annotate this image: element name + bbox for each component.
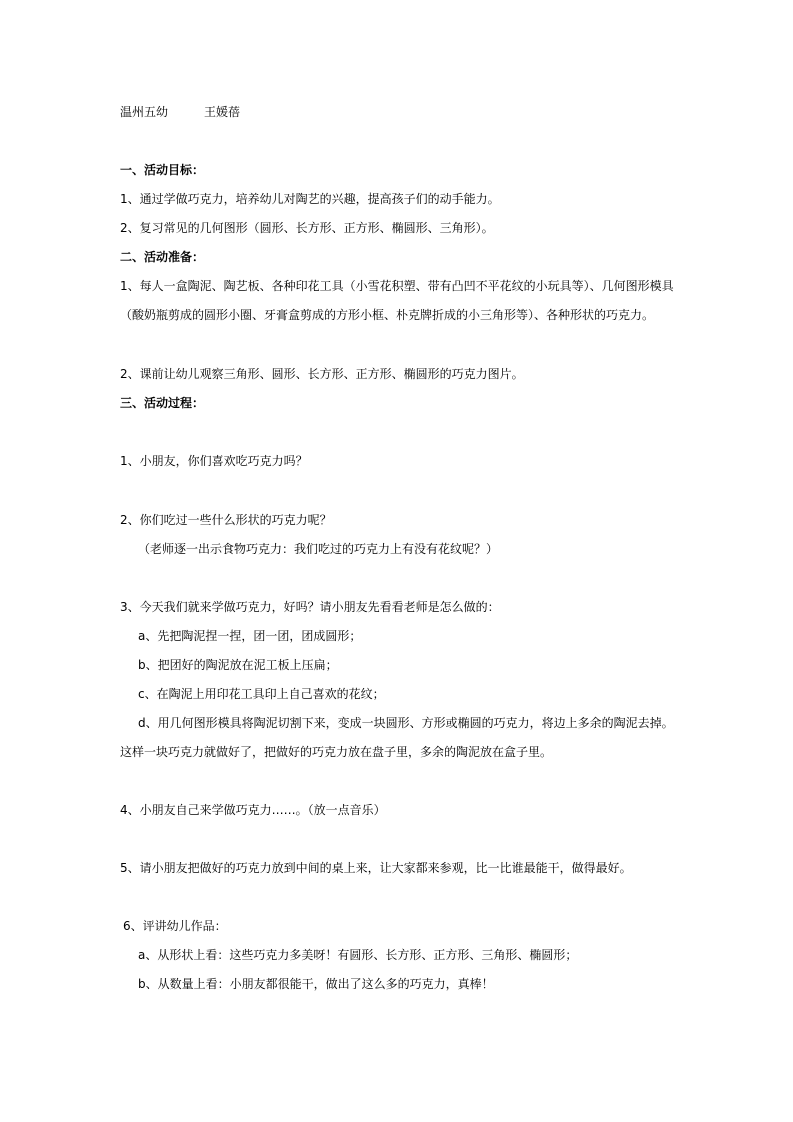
prep-item-2: 2、课前让幼儿观察三角形、圆形、长方形、正方形、椭圆形的巧克力图片。	[120, 367, 524, 381]
process-step-6b: b、从数量上看：小朋友都很能干，做出了这么多的巧克力，真棒！	[138, 977, 494, 991]
school-name: 温州五幼	[120, 105, 169, 119]
goal-item-2: 2、复习常见的几何图形（圆形、长方形、正方形、椭圆形、三角形）。	[120, 221, 494, 235]
process-heading: 三、活动过程：	[120, 396, 205, 410]
process-step-2-note: （老师逐一出示食物巧克力：我们吃过的巧克力上有没有花纹呢？）	[138, 542, 499, 556]
process-step-2: 2、你们吃过一些什么形状的巧克力呢？	[120, 513, 332, 527]
process-step-3d: d、用几何图形模具将陶泥切割下来，变成一块圆形、方形或椭圆的巧克力，将边上多余的陶泥去掉。	[138, 716, 674, 730]
author-name: 王媛蓓	[204, 105, 241, 119]
header-line	[120, 104, 240, 120]
process-step-6: 6、评讲幼儿作品：	[123, 919, 227, 933]
process-step-3-conclusion: 这样一块巧克力就做好了，把做好的巧克力放在盘子里，多余的陶泥放在盒子里。	[120, 745, 553, 759]
goal-item-1: 1、通过学做巧克力，培养幼儿对陶艺的兴趣，提高孩子们的动手能力。	[120, 192, 500, 206]
process-step-1: 1、小朋友，你们喜欢吃巧克力吗？	[120, 454, 308, 468]
process-step-3c: c、在陶泥上用印花工具印上自己喜欢的花纹；	[138, 687, 385, 701]
process-step-3b: b、把团好的陶泥放在泥工板上压扁；	[138, 658, 338, 672]
process-step-4: 4、小朋友自己来学做巧克力……。（放一点音乐）	[120, 803, 386, 817]
process-step-3: 3、今天我们就来学做巧克力，好吗？请小朋友先看看老师是怎么做的：	[120, 600, 500, 614]
prep-heading: 二、活动准备：	[120, 250, 205, 264]
goals-heading: 一、活动目标：	[120, 163, 205, 177]
prep-item-1-line-1: 1、每人一盒陶泥、陶艺板、各种印花工具（小雪花积塑、带有凸凹不平花纹的小玩具等）、几何图形模具	[120, 279, 674, 293]
prep-item-1-line-2: （酸奶瓶剪成的圆形小圈、牙膏盒剪成的方形小框、朴克牌折成的小三角形等）、各种形状的巧克力。	[120, 308, 655, 322]
process-step-6a: a、从形状上看：这些巧克力多美呀！有圆形、长方形、正方形、三角形、椭圆形；	[138, 948, 578, 962]
process-step-5: 5、请小朋友把做好的巧克力放到中间的桌上来，让大家都来参观，比一比谁最能干，做得最好。	[120, 861, 632, 875]
process-step-3a: a、先把陶泥捏一捏，团一团，团成圆形；	[138, 629, 362, 643]
